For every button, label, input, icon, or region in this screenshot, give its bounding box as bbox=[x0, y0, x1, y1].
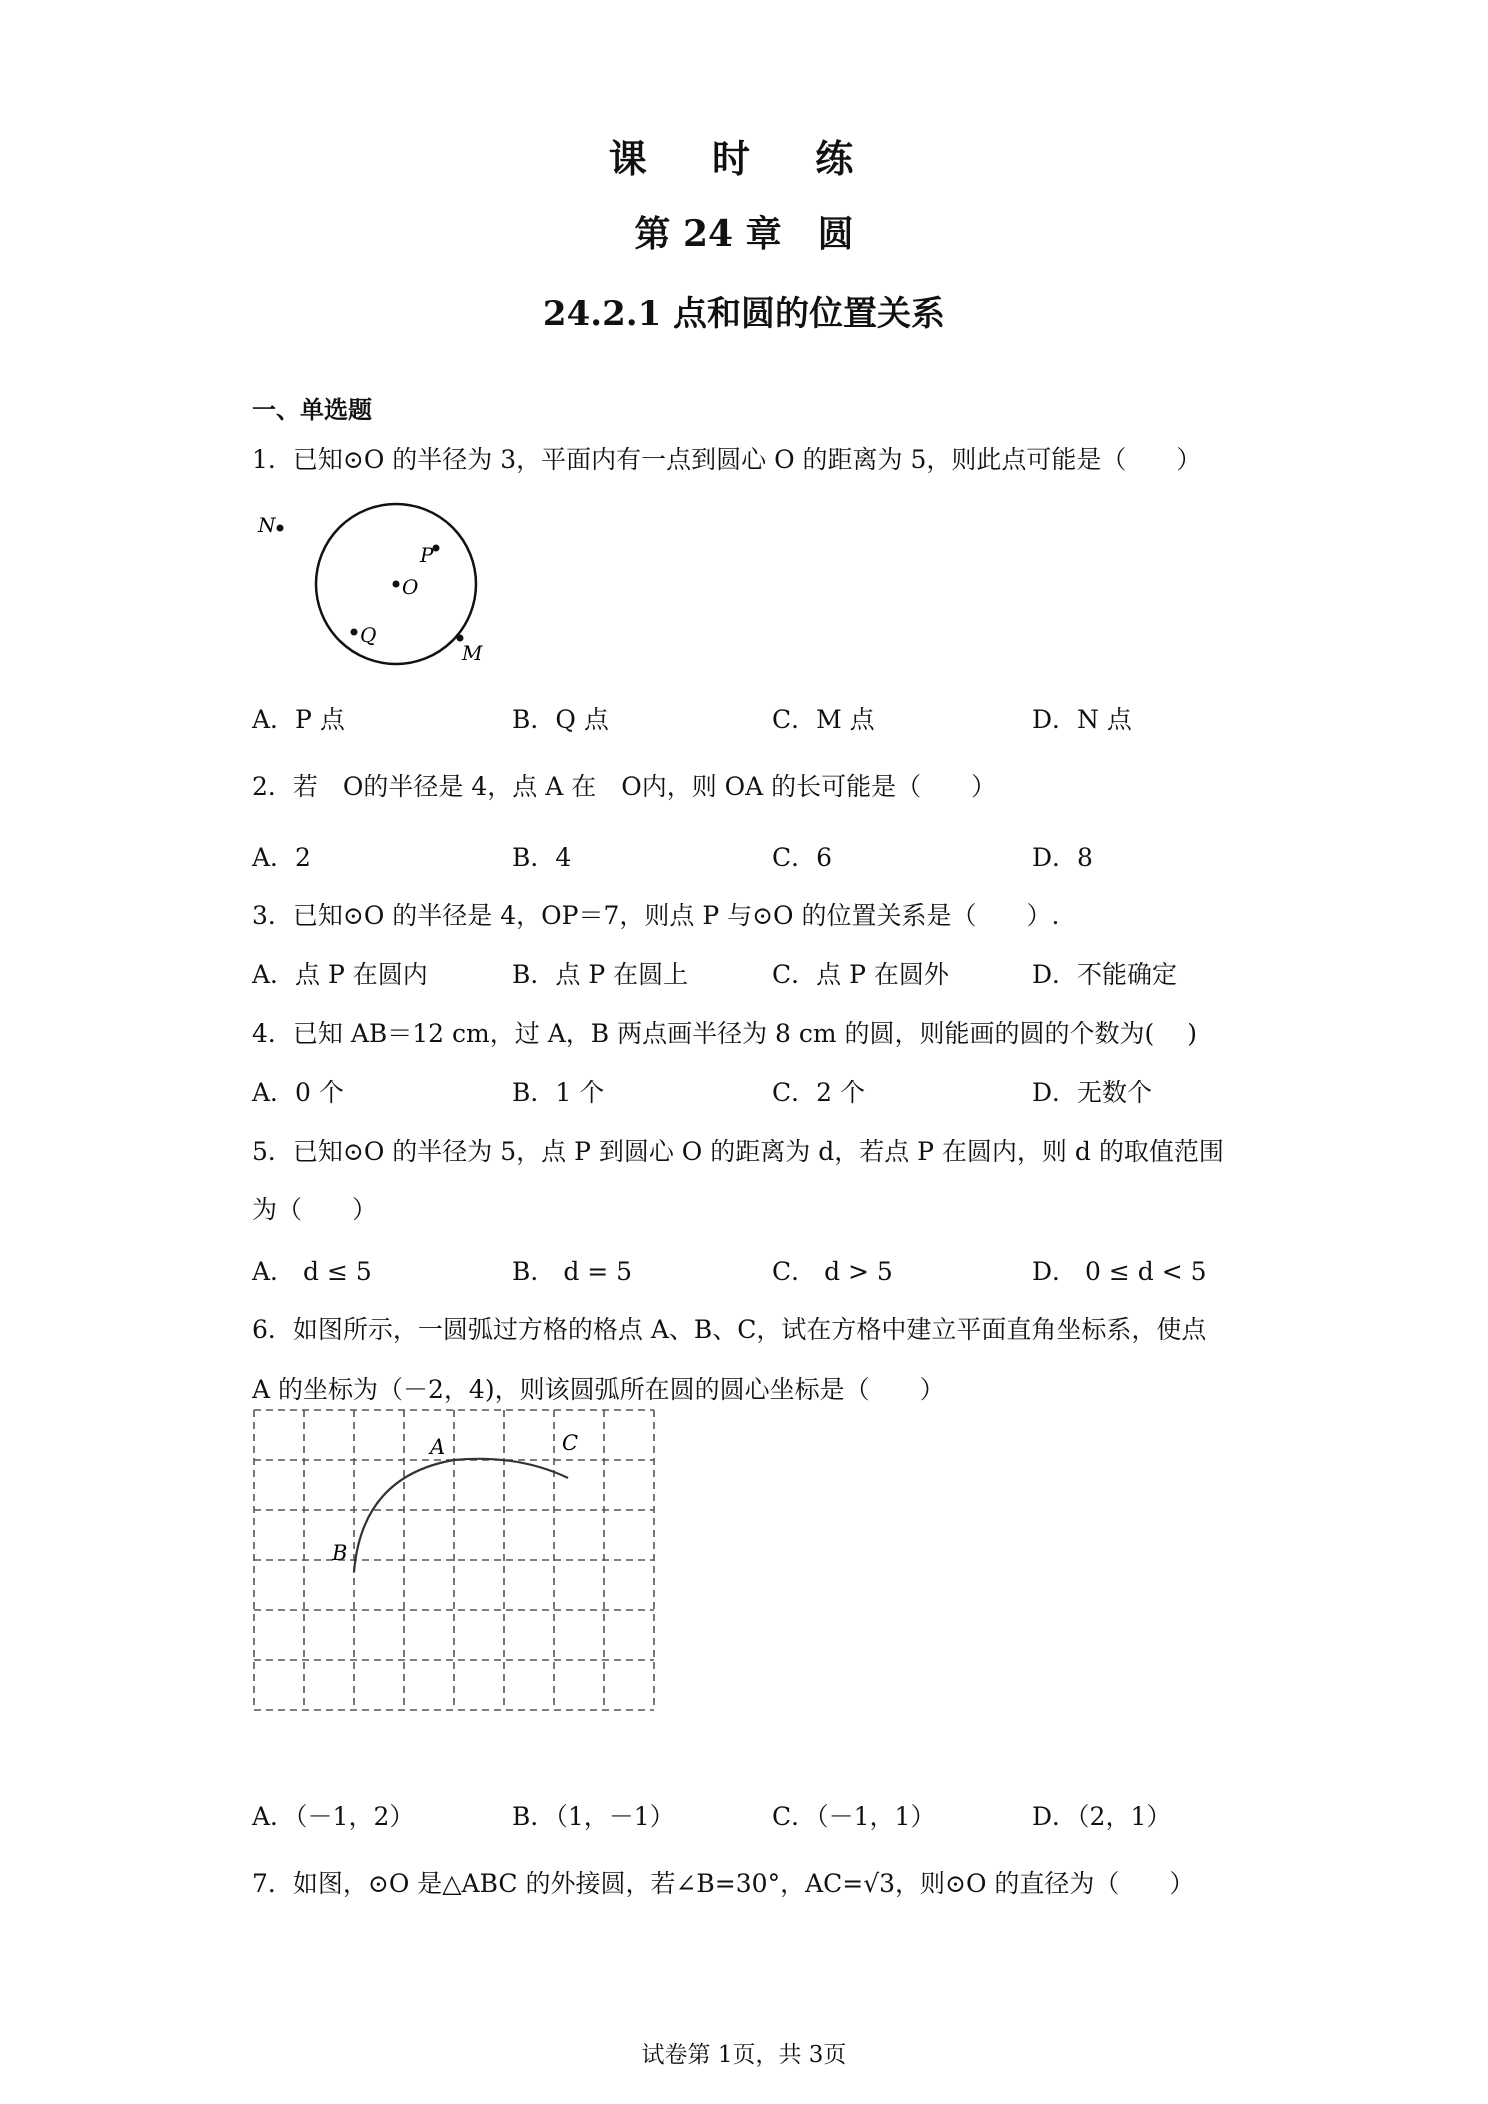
arc-abc bbox=[354, 1459, 568, 1572]
question-2-option-d: D．8 bbox=[1032, 843, 1093, 872]
part-heading: 一、单选题 bbox=[252, 395, 372, 424]
page-footer: 试卷第 1页，共 3页 bbox=[641, 2042, 847, 2068]
question-4-option-c: C．2 个 bbox=[772, 1078, 865, 1107]
point-o bbox=[393, 581, 400, 588]
question-5-stem-line-1: 5．已知⊙O 的半径为 5，点 P 到圆心 O 的距离为 d，若点 P 在圆内，则 d 的取值范围 bbox=[252, 1137, 1224, 1166]
section-title: 24.2.1 点和圆的位置关系 bbox=[542, 294, 946, 334]
question-5-option-b: B． d = 5 bbox=[512, 1257, 633, 1286]
question-6-option-a: A．（－1，2） bbox=[252, 1802, 415, 1831]
question-5-option-d: D． 0 ≤ d < 5 bbox=[1032, 1257, 1207, 1286]
question-6-grid-figure bbox=[250, 1406, 660, 1726]
question-6-stem-line-1: 6．如图所示，一圆弧过方格的格点 A、B、C，试在方格中建立平面直角坐标系，使点 bbox=[252, 1315, 1207, 1344]
question-6-stem-line-2: A 的坐标为（－2，4)，则该圆弧所在圆的圆心坐标是（ ） bbox=[252, 1375, 945, 1404]
question-2-option-b: B．4 bbox=[512, 843, 572, 872]
point-p bbox=[433, 545, 440, 552]
question-2-option-c: C．6 bbox=[772, 843, 833, 872]
doc-title: 课 时 练 bbox=[608, 136, 880, 181]
label-p: P bbox=[420, 543, 434, 567]
label-m: M bbox=[462, 641, 483, 665]
question-3-option-b: B．点 P 在圆上 bbox=[512, 960, 689, 989]
label-a: A bbox=[430, 1435, 446, 1459]
question-6-option-c: C．（－1，1） bbox=[772, 1802, 936, 1831]
question-1-option-d: D．N 点 bbox=[1032, 705, 1132, 734]
question-5-stem-line-2: 为（ ） bbox=[252, 1195, 378, 1224]
question-3-option-c: C．点 P 在圆外 bbox=[772, 960, 949, 989]
question-3-option-a: A．点 P 在圆内 bbox=[252, 960, 428, 989]
question-5-option-c: C． d > 5 bbox=[772, 1257, 893, 1286]
question-3-option-d: D．不能确定 bbox=[1032, 960, 1178, 989]
point-n bbox=[277, 525, 284, 532]
question-2-stem: 2．若 O的半径是 4，点 A 在 O内，则 OA 的长可能是（ ） bbox=[252, 772, 997, 801]
question-7-stem: 7．如图，⊙O 是△ABC 的外接圆，若∠B=30°，AC=√3，则⊙O 的直径为（ ） bbox=[252, 1869, 1195, 1898]
question-2-option-a: A．2 bbox=[252, 843, 311, 872]
question-1-option-b: B．Q 点 bbox=[512, 705, 609, 734]
question-5-option-a: A． d ≤ 5 bbox=[252, 1257, 372, 1286]
label-b: B bbox=[332, 1541, 348, 1565]
question-1-stem: 1．已知⊙O 的半径为 3，平面内有一点到圆心 O 的距离为 5，则此点可能是（ ） bbox=[252, 445, 1202, 474]
label-o: O bbox=[402, 575, 419, 599]
label-c: C bbox=[562, 1431, 579, 1455]
question-6-option-b: B．（1，－1） bbox=[512, 1802, 675, 1831]
question-3-stem: 3．已知⊙O 的半径是 4，OP＝7，则点 P 与⊙O 的位置关系是（ ）. bbox=[252, 901, 1060, 930]
question-4-option-b: B．1 个 bbox=[512, 1078, 605, 1107]
question-1-figure bbox=[250, 496, 500, 676]
label-n: N bbox=[258, 513, 276, 537]
question-4-stem: 4．已知 AB＝12 cm，过 A，B 两点画半径为 8 cm 的圆，则能画的圆的个数为( ) bbox=[252, 1019, 1197, 1048]
chapter-title: 第 24 章 圆 bbox=[634, 213, 854, 255]
question-1-option-c: C．M 点 bbox=[772, 705, 875, 734]
question-1-option-a: A．P 点 bbox=[252, 705, 345, 734]
question-6-option-d: D．（2，1） bbox=[1032, 1802, 1172, 1831]
point-q bbox=[351, 629, 358, 636]
label-q: Q bbox=[360, 623, 377, 647]
question-4-option-a: A．0 个 bbox=[252, 1078, 344, 1107]
question-4-option-d: D．无数个 bbox=[1032, 1078, 1153, 1107]
